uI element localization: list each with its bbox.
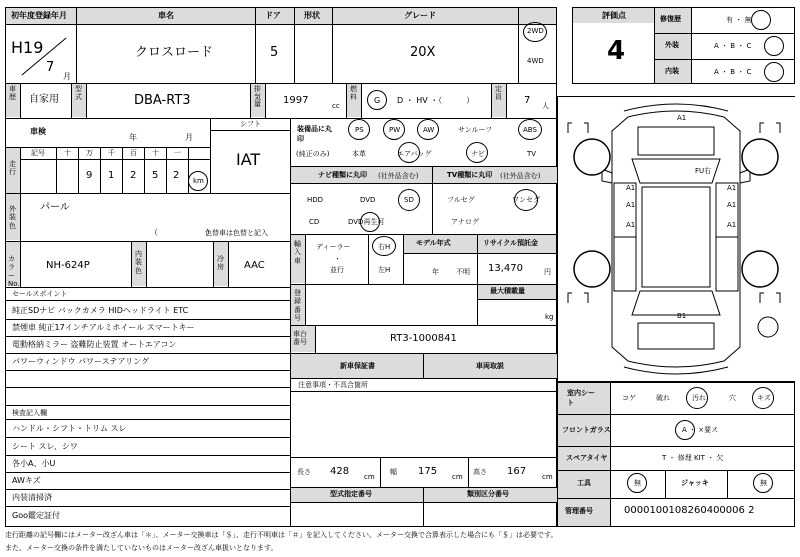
shift-value: IAT <box>236 150 261 169</box>
score-value: 4 <box>607 36 626 66</box>
repair-opts: 有 ・ 無 <box>726 16 752 24</box>
model-year-label: モデル年式 <box>416 239 451 247</box>
equip-ps: PS <box>355 126 364 134</box>
sales-point-1: 禁煙車 純正17インチアルミホイール スマートキー <box>12 323 195 332</box>
shape-label: 形状 <box>304 11 320 20</box>
seat-stain: 汚れ <box>692 394 706 402</box>
diagram-mark-b1-rear: B1 <box>677 312 687 320</box>
equip-sunroof: サンルーフ <box>458 126 493 134</box>
fuel-g-circle <box>367 90 387 110</box>
odometer-digit-4: 2 <box>173 170 180 181</box>
usage-value: 自家用 <box>29 94 59 105</box>
shaken-year-unit: 年 <box>129 133 137 142</box>
seat-burn: コゲ <box>622 394 636 402</box>
inspection-label: 検査記入欄 <box>12 409 47 417</box>
reibou-label: 冷房 <box>217 255 224 272</box>
capacity: 7 <box>524 95 531 106</box>
shift-label: シフト <box>240 120 261 128</box>
katashiki-label: 型式 <box>75 85 82 101</box>
height-value: 167 <box>507 466 527 477</box>
color-no-label: カラーNo. <box>8 255 20 289</box>
shaken-label: 車検 <box>30 127 46 136</box>
reg-month-unit: 月 <box>63 72 71 81</box>
tv-sub: (社外品含む) <box>500 172 541 180</box>
tools-value: 無 <box>634 479 641 487</box>
navi-dvd: DVD <box>360 196 376 204</box>
footer-line-1: 走行距離の記号欄にはメーター改ざん車は「＊」、メーター交換車は「＄」、走行不明車は「＃」を記入してください。メーター交換で合算表示した場合にも「＄」は必要です。 <box>5 531 558 539</box>
height-label: 高さ <box>473 468 487 476</box>
shaken-month-unit: 月 <box>185 133 193 142</box>
seat-hole: 穴 <box>729 394 736 402</box>
drive-2wd-circle <box>523 22 547 42</box>
jack-value: 無 <box>760 479 767 487</box>
chassis-no: RT3-1000841 <box>390 333 457 344</box>
spare-label: スペアタイヤ <box>566 454 608 462</box>
equip-title: 装備品に丸印 <box>297 125 332 143</box>
odometer-digit-0: 9 <box>86 170 93 181</box>
sales-point-0: 純正SDナビ バックカメラ HIDヘッドライト ETC <box>12 306 189 315</box>
type-no-label: 型式指定番号 <box>330 490 372 498</box>
header-row <box>6 8 556 24</box>
glass-opts: A ・ ×要ス <box>682 426 719 434</box>
digit-head-3: 百 <box>130 149 137 157</box>
navi-sd: SD <box>404 196 414 204</box>
drive-4wd: 4WD <box>527 57 544 65</box>
naisou-label: 内装色 <box>135 250 142 275</box>
int-grade-opts: A ・ B ・ C <box>714 68 752 76</box>
navi-hdd: HDD <box>307 196 324 204</box>
digit-head-2: 千 <box>108 149 115 157</box>
tv-title: TV種類に丸印 <box>447 171 493 179</box>
gaisouiro-label: 外装色 <box>9 205 16 230</box>
sales-point-2: 電動格納ミラー 盗難防止装置 オートエアコン <box>12 340 177 349</box>
grade-value: 20X <box>410 45 436 60</box>
diagram-mark-a1-left-front: A1 <box>626 184 636 192</box>
equip-pw: PW <box>389 126 401 134</box>
model-year-year: 年 <box>432 268 439 276</box>
diagram-mark-a1-rear-side: A1 <box>626 221 636 229</box>
digit-head-1: 万 <box>86 149 93 157</box>
door-label: ドア <box>265 11 281 20</box>
inspection-note-1: シート スレ、シワ <box>12 442 78 451</box>
navi-dvd-play: DVD再生可 <box>348 218 385 226</box>
class-no-label: 類別区分番号 <box>467 490 509 498</box>
odometer-digit-1: 1 <box>108 170 115 181</box>
era-year: H19 <box>11 38 44 57</box>
equip-abs: ABS <box>523 126 537 134</box>
diagram-mark-fu-right: FU右 <box>695 167 712 175</box>
odometer-digit-3: 5 <box>152 170 159 181</box>
notes-label: 注意事項・不具合箇所 <box>298 381 368 389</box>
tv-analog: アナログ <box>451 218 479 226</box>
length-label: 長さ <box>297 468 311 476</box>
mgmt-label: 管理番号 <box>565 507 593 515</box>
color-no: NH-624P <box>46 260 90 271</box>
yunyuu-label: 輸入車 <box>294 240 301 265</box>
nenryou-label: 燃料 <box>350 85 357 101</box>
ac-value: AAC <box>244 260 265 271</box>
first-reg-label: 初年度登録年月 <box>11 11 67 20</box>
width-label: 幅 <box>390 468 397 476</box>
kg-unit: kg <box>545 313 554 321</box>
warranty-label: 新車保証書 <box>340 362 375 370</box>
diagram-mark-a1-right-rear: A1 <box>727 201 737 209</box>
width-unit: cm <box>452 473 463 481</box>
capacity-unit: 人 <box>542 102 549 110</box>
dealer-dot: ・ <box>334 255 341 263</box>
digit-head-0: 十 <box>64 149 71 157</box>
navi-title: ナビ種類に丸印 <box>318 171 367 179</box>
tv-oneseg: ワンセグ <box>512 196 540 204</box>
chassis-label: 車台番号 <box>293 330 307 347</box>
sales-label: セールスポイント <box>12 290 68 298</box>
inspection-note-4: 内装清掃済 <box>12 493 52 502</box>
ext-label: 外装 <box>665 41 679 49</box>
teiin-label: 定員 <box>495 85 502 101</box>
displacement: 1997 <box>283 95 309 106</box>
reg-month: 7 <box>46 60 55 75</box>
odometer-digit-2: 2 <box>130 170 137 181</box>
int-label: 内装 <box>665 67 679 75</box>
soukou-label: 走行 <box>9 160 16 177</box>
equip-navi: ナビ <box>471 150 485 158</box>
height-unit: cm <box>542 473 553 481</box>
sales-point-3: パワーウィンドウ パワーステアリング <box>12 357 150 366</box>
repair-label: 修復歴 <box>660 15 681 23</box>
model-year-unknown: 不明 <box>456 268 470 276</box>
shareki-label: 車歴 <box>9 85 16 101</box>
diagram-mark-a1-left-rear: A1 <box>626 201 636 209</box>
spare-opts: T ・ 修理 KIT ・ 欠 <box>662 454 724 462</box>
recycle-fee: 13,470 <box>488 263 523 274</box>
equip-tv: TV <box>527 150 537 158</box>
heikou-label: 並行 <box>330 266 344 274</box>
manual-label: 車両取説 <box>476 362 504 370</box>
width-value: 175 <box>418 466 438 477</box>
diagram-mark-a1-rear-right: A1 <box>727 221 737 229</box>
equip-aw: AW <box>423 126 435 134</box>
navi-cd: CD <box>309 218 320 226</box>
equip-leather: 本革 <box>352 150 366 158</box>
haikiryou-label: 排気量 <box>254 85 261 109</box>
digit-head-5: 一 <box>174 149 181 157</box>
inspection-note-5: Goo鑑定証付 <box>12 511 60 520</box>
recycle-label: リサイクル預託金 <box>483 239 539 247</box>
tv-fullseg: フルセグ <box>447 196 475 204</box>
cc-unit: cc <box>332 102 340 110</box>
equip-sub: (純正のみ) <box>296 150 330 158</box>
tools-label: 工具 <box>577 479 591 487</box>
jack-label: ジャッキ <box>681 479 709 487</box>
car-name: クロスロード <box>135 45 214 60</box>
kigo-label: 記号 <box>31 149 45 157</box>
odometer-unit: km <box>193 177 204 185</box>
seat-scratch: キズ <box>757 394 771 402</box>
max-load-label: 最大積載量 <box>490 287 525 295</box>
seat-label: 室内シート <box>567 389 595 407</box>
inspection-note-3: AWキズ <box>12 476 41 485</box>
door-count: 5 <box>270 45 279 60</box>
fuel-other: D ・ HV ・（ ） <box>397 96 475 105</box>
exterior-color: パール <box>40 202 70 213</box>
mgmt-no: 0000100108260400006 2 <box>624 505 755 516</box>
grade-label: グレード <box>404 11 436 20</box>
model-code: DBA-RT3 <box>134 93 191 108</box>
seat-tear: 破れ <box>656 394 670 402</box>
dealer-label: ディーラー <box>316 243 351 251</box>
car-diagram <box>558 97 794 381</box>
inspection-note-2: 各小A、小U <box>12 459 56 468</box>
drive-2wd: 2WD <box>527 27 544 35</box>
ext-grade-opts: A ・ B ・ C <box>714 42 752 50</box>
color-note: 色替車は色替と記入 <box>205 229 268 237</box>
footer-line-2: また、メーター交換の条件を満たしていないものはメーター改ざん車扱いとなります。 <box>5 544 278 552</box>
recycle-yen: 円 <box>544 268 551 276</box>
color-note-paren: （ ） <box>150 228 214 237</box>
right-h: 右H <box>378 243 391 251</box>
digit-head-4: 十 <box>152 149 159 157</box>
left-h: 左H <box>378 266 391 274</box>
glass-label: フロントガラス <box>562 426 611 434</box>
navi-sub: (社外品含む) <box>378 172 419 180</box>
length-value: 428 <box>330 466 350 477</box>
touroku-label: 登録番号 <box>294 289 301 323</box>
fuel-g: G <box>374 96 381 105</box>
car-name-label: 車名 <box>158 11 174 20</box>
diagram-mark-a1-right-front: A1 <box>727 184 737 192</box>
equip-airbag: エアバッグ <box>397 150 432 158</box>
km-circle <box>188 171 208 191</box>
score-label: 評価点 <box>602 11 626 20</box>
diagram-mark-a1-front: A1 <box>677 114 687 122</box>
length-unit: cm <box>364 473 375 481</box>
inspection-note-0: ハンドル・シフト・トリム スレ <box>12 424 127 433</box>
